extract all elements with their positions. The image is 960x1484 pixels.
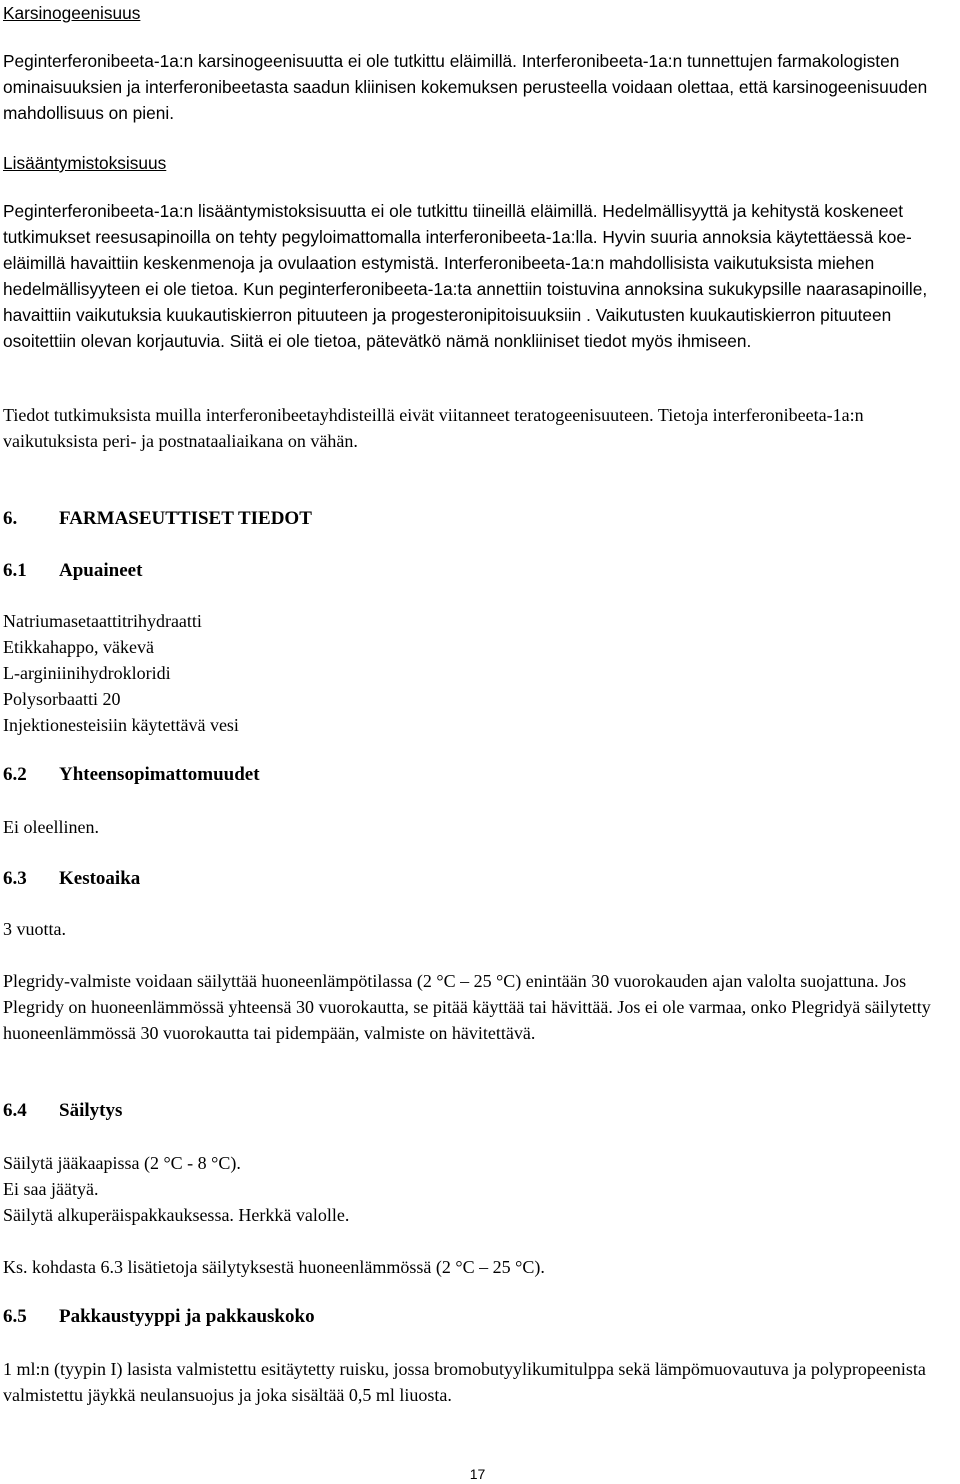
storage-line: Ei saa jäätyä.: [3, 1179, 99, 1199]
excipients-list: [3, 608, 958, 738]
section-title: Kestoaika: [59, 868, 141, 889]
section-number: 6.4: [3, 1100, 27, 1121]
package-text: 1 ml:n (tyypin I) lasista valmistettu esitäytetty ruisku, jossa bromobutyylikumitulppa sekä lämpömuovautuva ja polypropeenista valmistettu jäykkä neulansuojus ja joka sisältää 0,5 ml liuosta.: [3, 1359, 926, 1405]
section-number: 6.: [3, 508, 18, 529]
section-title: Yhteensopimattomuudet: [59, 764, 260, 785]
storage-reference: Ks. kohdasta 6.3 lisätietoja säilytyksestä huoneenlämmössä (2 °C – 25 °C).: [3, 1257, 545, 1277]
storage-line: Säilytä jääkaapissa (2 °C - 8 °C).: [3, 1153, 241, 1173]
page-number: 17: [469, 1466, 486, 1482]
section-title: Pakkaustyyppi ja pakkauskoko: [59, 1306, 315, 1327]
reproductive-text-2: Tiedot tutkimuksista muilla interferonibeetayhdisteillä eivät viitanneet teratogeenisuuteen. Tietoja interferonibeeta-1a:n vaikutuksista peri- ja postnataaliaikana on vähän.: [3, 405, 864, 451]
list-item: Natriumasetaattitrihydraatti: [3, 611, 202, 631]
section-6-2-heading: [3, 762, 260, 788]
section-title: Säilytys: [59, 1100, 123, 1121]
incompatibilities-text: Ei oleellinen.: [3, 817, 99, 837]
carcinogenicity-text: Peginterferonibeeta-1a:n karsinogeenisuutta ei ole tutkittu eläimillä. Interferonibeeta-1a:n tunnettujen farmakologisten ominaisuuksien ja interferonibeetasta saadun kliinisen kokemuksen perusteella voidaan olettaa, että karsinogeenisuuden mahdollisuus on pieni.: [3, 51, 928, 123]
storage-line: Säilytä alkuperäispakkauksessa. Herkkä valolle.: [3, 1205, 350, 1225]
reproductive-text: Peginterferonibeeta-1a:n lisääntymistoksisuutta ei ole tutkittu tiineillä eläimillä. Hedelmällisyyttä ja kehitystä koskeneet tutkimukset reesusapinoilla on tehty pegyloimattomalla interferonibeeta-1a:lla. Hyvin suuria annoksia käytettäessä koe-eläimillä havaittiin keskenmenoja ja ovulaation estymistä. Interferonibeeta-1a:n mahdollisista vaikutuksista miehen hedelmällisyyteen ei ole tietoa. Kun peginterferonibeeta-1a:ta annettiin toistuvina annoksina sukukypsille naarasapinoille, havaittiin vaikutuksia kuukautiskierron pituuteen ja progesteronipitoisuuksiin . Vaikutusten kuukautiskierron pituuteen osoitettiin olevan korjautuvia. Siitä ei ole tietoa, pätevätkö nämä nonkliiniset tiedot myös ihmiseen.: [3, 201, 928, 351]
section-6-3-heading: [3, 866, 140, 892]
list-item: L-arginiinihydrokloridi: [3, 663, 171, 683]
list-item: Etikkahappo, väkevä: [3, 637, 154, 657]
shelf-life-text: 3 vuotta.: [3, 919, 66, 939]
section-number: 6.3: [3, 868, 27, 889]
section-number: 6.2: [3, 764, 27, 785]
section-6-5-heading: [3, 1304, 315, 1330]
carcinogenicity-heading: Karsinogeenisuus: [3, 3, 141, 23]
section-number: 6.1: [3, 560, 27, 581]
section-6-heading: [3, 506, 312, 532]
section-title: FARMASEUTTISET TIEDOT: [59, 508, 312, 529]
section-6-4-heading: [3, 1098, 122, 1124]
storage-lines: [3, 1150, 958, 1228]
reproductive-heading: Lisääntymistoksisuus: [3, 153, 167, 173]
shelf-life-text-2: Plegridy-valmiste voidaan säilyttää huoneenlämpötilassa (2 °C – 25 °C) enintään 30 vuorokauden ajan valolta suojattuna. Jos Plegridy on huoneenlämmössä yhteensä 30 vuorokautta, se pitää käyttää tai hävittää. Jos ei ole varmaa, onko Plegridyä säilytetty huoneenlämmössä 30 vuorokautta tai pidempään, valmiste on hävitettävä.: [3, 971, 931, 1043]
section-6-1-heading: [3, 558, 142, 584]
section-title: Apuaineet: [59, 560, 143, 581]
list-item: Polysorbaatti 20: [3, 689, 121, 709]
list-item: Injektionesteisiin käytettävä vesi: [3, 715, 239, 735]
section-number: 6.5: [3, 1306, 27, 1327]
